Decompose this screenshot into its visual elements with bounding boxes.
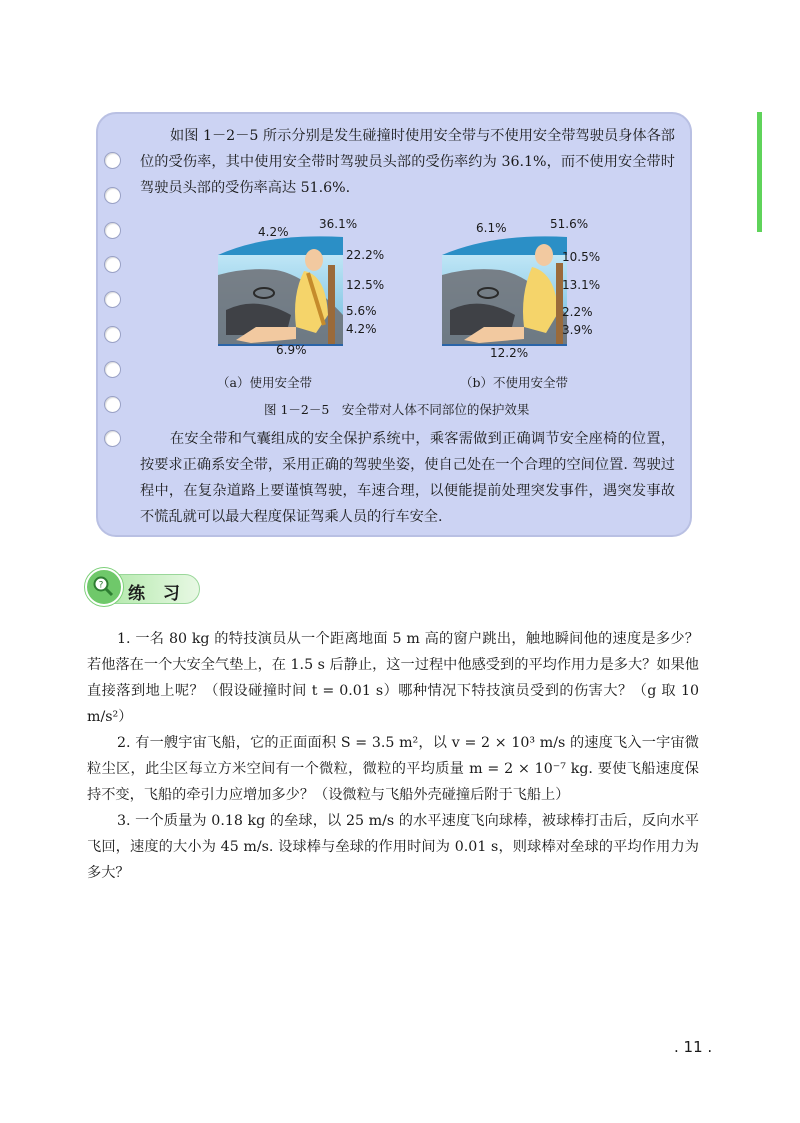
question-3: 3. 一个质量为 0.18 kg 的垒球，以 25 m/s 的水平速度飞向球棒，被球棒打击后，反向水平飞回，速度的大小为 45 m/s. 设球棒与垒球的作用时间为 0.01 s，则球棒对垒球的平均作用力为多大？ [87, 813, 699, 881]
ring-hole [104, 326, 121, 343]
label-head-side: 4.2% [258, 225, 289, 239]
ring-hole [104, 430, 121, 447]
caption-a: （a）使用安全带 [217, 375, 312, 390]
figure-with-seatbelt [196, 215, 396, 365]
ring-hole [104, 256, 121, 273]
edge-color-bar [757, 112, 762, 232]
label-hip: 5.6% [346, 304, 377, 318]
label-head-side: 6.1% [476, 221, 507, 235]
magnifier-question-icon [85, 568, 123, 606]
label-thigh: 3.9% [562, 323, 593, 337]
label-chest: 10.5% [562, 250, 601, 264]
ring-hole [104, 291, 121, 308]
ring-hole [104, 361, 121, 378]
label-head: 36.1% [319, 217, 358, 231]
caption-b: （b）不使用安全带 [460, 375, 569, 390]
label-abdomen: 13.1% [562, 278, 601, 292]
question-1: 1. 一名 80 kg 的特技演员从一个距离地面 5 m 高的窗户跳出，触地瞬间他的速度是多少？若他落在一个大安全气垫上，在 1.5 s 后静止，这一过程中他感受到的平均作用力是多大？如果他直接落到地上呢？（假设碰撞时间 t = 0.01 s）哪种情况下特技演员受到的伤害大？（g 取 10 m/s²） [87, 631, 699, 725]
ring-hole [104, 222, 121, 239]
safety-paragraph: 在安全带和气囊组成的安全保护系统中，乘客需做到正确调节安全座椅的位置，按要求正确系安全带，采用正确的驾驶坐姿，使自己处在一个合理的空间位置. 驾驶过程中，在复杂道路上要谨慎驾驶，车速合理，以便能提前处理突发事件，遇突发事故不慌乱就可以最大程度保证驾乘人员的行车安全. [140, 431, 675, 525]
svg-text:?: ? [98, 580, 104, 591]
figure-caption: 图 1－2－5 安全带对人体不同部位的保护效果 [264, 402, 530, 417]
label-head: 51.6% [550, 217, 589, 231]
ring-hole [104, 396, 121, 413]
question-2: 2. 有一艘宇宙飞船，它的正面面积 S = 3.5 m²，以 v = 2 × 10³ m/s 的速度飞入一宇宙微粒尘区，此尘区每立方米空间有一个微粒，微粒的平均质量 m = 2 × 10⁻⁷ kg. 要使飞船速度保持不变，飞船的牵引力应增加多少？（设微粒与飞船外壳碰撞后附于飞船上） [87, 735, 699, 803]
label-thigh: 4.2% [346, 322, 377, 336]
label-abdomen: 12.5% [346, 278, 385, 292]
exercise-title: 练 习 [128, 584, 186, 604]
notebook-rings [104, 152, 124, 465]
ring-hole [104, 152, 121, 169]
page-number: . 11 . [674, 1038, 713, 1056]
car-no-seatbelt-illustration [434, 215, 634, 365]
figure-without-seatbelt [434, 215, 634, 365]
label-hip: 2.2% [562, 305, 593, 319]
label-chest: 22.2% [346, 248, 385, 262]
label-legs: 6.9% [276, 343, 307, 357]
ring-hole [104, 187, 121, 204]
label-legs: 12.2% [490, 346, 529, 360]
intro-paragraph: 如图 1－2－5 所示分别是发生碰撞时使用安全带与不使用安全带驾驶员身体各部位的受伤率，其中使用安全带时驾驶员头部的受伤率约为 36.1%，而不使用安全带时驾驶员头部的受伤率高达 51.6%. [140, 128, 675, 196]
